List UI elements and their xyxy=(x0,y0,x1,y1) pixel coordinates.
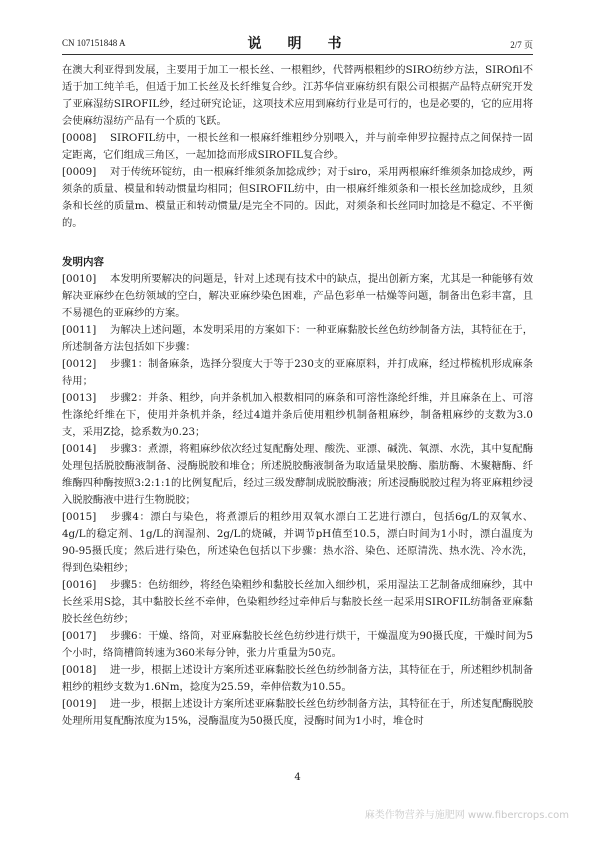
paragraph-number: [0009] xyxy=(62,166,97,178)
paragraph-number: [0012] xyxy=(62,358,97,370)
paragraph-number: [0019] xyxy=(62,698,97,710)
paragraph-0013 xyxy=(62,390,533,441)
paragraph-text: 步骤4：漂白与染色，将煮漂后的粗纱用双氧水漂白工艺进行漂白，包括6g/L的双氧水、4g/L的稳定剂、1g/L的润湿剂、2g/L的烧碱，并调节pH值至10.5，漂白时间为1小时，漂白温度为90-95摄氏度；然后进行染色，所述染色包括以下步骤：热水浴、染色、还原清洗、热水洗、冷水洗，得到色染粗纱； xyxy=(62,511,533,574)
paragraph-text: 步骤1：制备麻条，选择分裂度大于等于230支的亚麻原料，并打成麻，经过栉梳机形成麻条待用； xyxy=(62,358,533,387)
paragraph-0010 xyxy=(62,271,533,322)
paragraph-number: [0008] xyxy=(62,132,97,144)
paragraph-number: [0018] xyxy=(62,664,97,676)
paragraph-0016 xyxy=(62,577,533,628)
header-rule xyxy=(62,54,533,55)
site-watermark: 麻类作物营养与施肥网 www.fibercrops.com xyxy=(364,810,569,821)
paragraph-number: [0015] xyxy=(62,511,97,523)
paragraph-continued: 在澳大利亚得到发展，主要用于加工一根长丝、一根粗纱，代替两根粗纱的SIRO纺纱方法，SIROfil不适于加工纯羊毛，但适于加工长丝及长纤维复合纱。江苏华信亚麻纺织有限公司根据产品特点研究开发了亚麻湿纺SIROFIL纱，经过研究论证，这项技术应用到麻纺行业是可行的，也是必要的，它的应用将会使麻纺湿纺产品有一个质的飞跃。 xyxy=(62,64,533,127)
paragraph-0017 xyxy=(62,628,533,662)
paragraph-text: 步骤2：并条、粗纱，向并条机加入根数相同的麻条和可溶性涤纶纤维，并且麻条在上、可溶性涤纶纤维在下，使用并条机并条，经过4道并条后使用粗纱机制备粗麻纱，制备粗麻纱的支数为3.0支，采用Z捻，捻系数为0.23； xyxy=(62,392,533,438)
paragraph-0008 xyxy=(62,130,533,164)
paragraph-text: 步骤6：干燥、络筒，对亚麻黏胶长丝色纺纱进行烘干，干燥温度为90摄氏度，干燥时间为5个小时，络筒槽筒转速为360米每分钟，张力片重量为50克。 xyxy=(62,630,533,659)
doc-title: 说 明 书 xyxy=(247,36,348,52)
paragraph-text: 为解决上述问题，本发明采用的方案如下：一种亚麻黏胶长丝色纺纱制备方法，其特征在于，所述制备方法包括如下步骤： xyxy=(62,324,533,353)
paragraph-0018 xyxy=(62,662,533,696)
section-heading: 发明内容 xyxy=(62,256,104,268)
paragraph-text: 步骤5：色纺细纱，将经色染粗纱和黏胶长丝加入细纱机，采用湿法工艺制备成细麻纱，其中长丝采用S捻，其中黏胶长丝不牵伸，色染粗纱经过牵伸后与黏胶长丝一起采用SIROFIL纺制备亚麻黏胶长丝色纺纱； xyxy=(62,579,533,625)
paragraph-number: [0017] xyxy=(62,630,97,642)
paragraph-text: 进一步，根据上述设计方案所述亚麻黏胶长丝色纺纱制备方法，其特征在于，所述复配酶脱胶处理所用复配酶浓度为15%，浸酶温度为50摄氏度，浸酶时间为1小时，堆仓时 xyxy=(62,698,533,727)
paragraph-0011 xyxy=(62,322,533,356)
paragraph-number: [0010] xyxy=(62,273,97,285)
paragraph-number: [0011] xyxy=(62,324,97,336)
document-body xyxy=(62,62,533,730)
page-number: 4 xyxy=(294,772,301,783)
paragraph-text: 本发明所要解决的问题是，针对上述现有技术中的缺点，提出创新方案，尤其是一种能够有效解决亚麻纱在色纺领域的空白，解决亚麻纱染色困难，产品色彩单一枯燥等问题，制备出色彩丰富，且不易褪色的亚麻纱的方案。 xyxy=(62,273,533,319)
paragraph-text: SIROFIL纺中，一根长丝和一根麻纤维粗纱分别喂入，并与前牵伸罗拉握持点之间保持一固定距离，它们组成三角区，一起加捻而形成SIROFIL复合纱。 xyxy=(62,132,533,161)
page-indicator: 2/7 页 xyxy=(510,40,533,50)
paragraph-number: [0013] xyxy=(62,392,97,404)
paragraph-text: 对于传统环锭纺，由一根麻纤维须条加捻成纱；对于siro，采用两根麻纤维须条加捻成纱，两须条的质量、模量和转动惯量均相同；但SIROFIL纺中，由一根麻纤维须条和一根长丝加捻成纱，且须条和长丝的质量m、模量正和转动惯量/是完全不同的。因此，对须条和长丝同时加捻是不稳定、不平衡的。 xyxy=(62,166,533,229)
paragraph-0019 xyxy=(62,696,533,730)
paragraph-text: 进一步，根据上述设计方案所述亚麻黏胶长丝色纺纱制备方法，其特征在于，所述粗纱机制备粗纱的粗纱支数为1.6Nm，捻度为25.59，牵伸倍数为10.55。 xyxy=(62,664,533,693)
paragraph-0014 xyxy=(62,441,533,509)
paragraph-0015 xyxy=(62,509,533,577)
doc-number: CN 107151848 A xyxy=(62,38,126,48)
paragraph-text: 步骤3：煮漂，将粗麻纱依次经过复配酶处理、酸洗、亚漂、碱洗、氧漂、水洗，其中复配酶处理包括脱胶酶液制备、浸酶脱胶和堆仓；所述脱胶酶液制备为取适量果胶酶、脂肪酶、木聚糖酶、纤维酶四种酶按照3:2:1:1的比例复配后，经过三级发酵制成脱胶酶液；所述浸酶脱胶过程为将亚麻粗纱浸入脱胶酶液中进行生物脱胶； xyxy=(62,443,533,506)
paragraph-number: [0016] xyxy=(62,579,97,591)
page-header xyxy=(62,30,533,52)
paragraph-0009 xyxy=(62,164,533,232)
paragraph-0012 xyxy=(62,356,533,390)
paragraph-number: [0014] xyxy=(62,443,97,455)
